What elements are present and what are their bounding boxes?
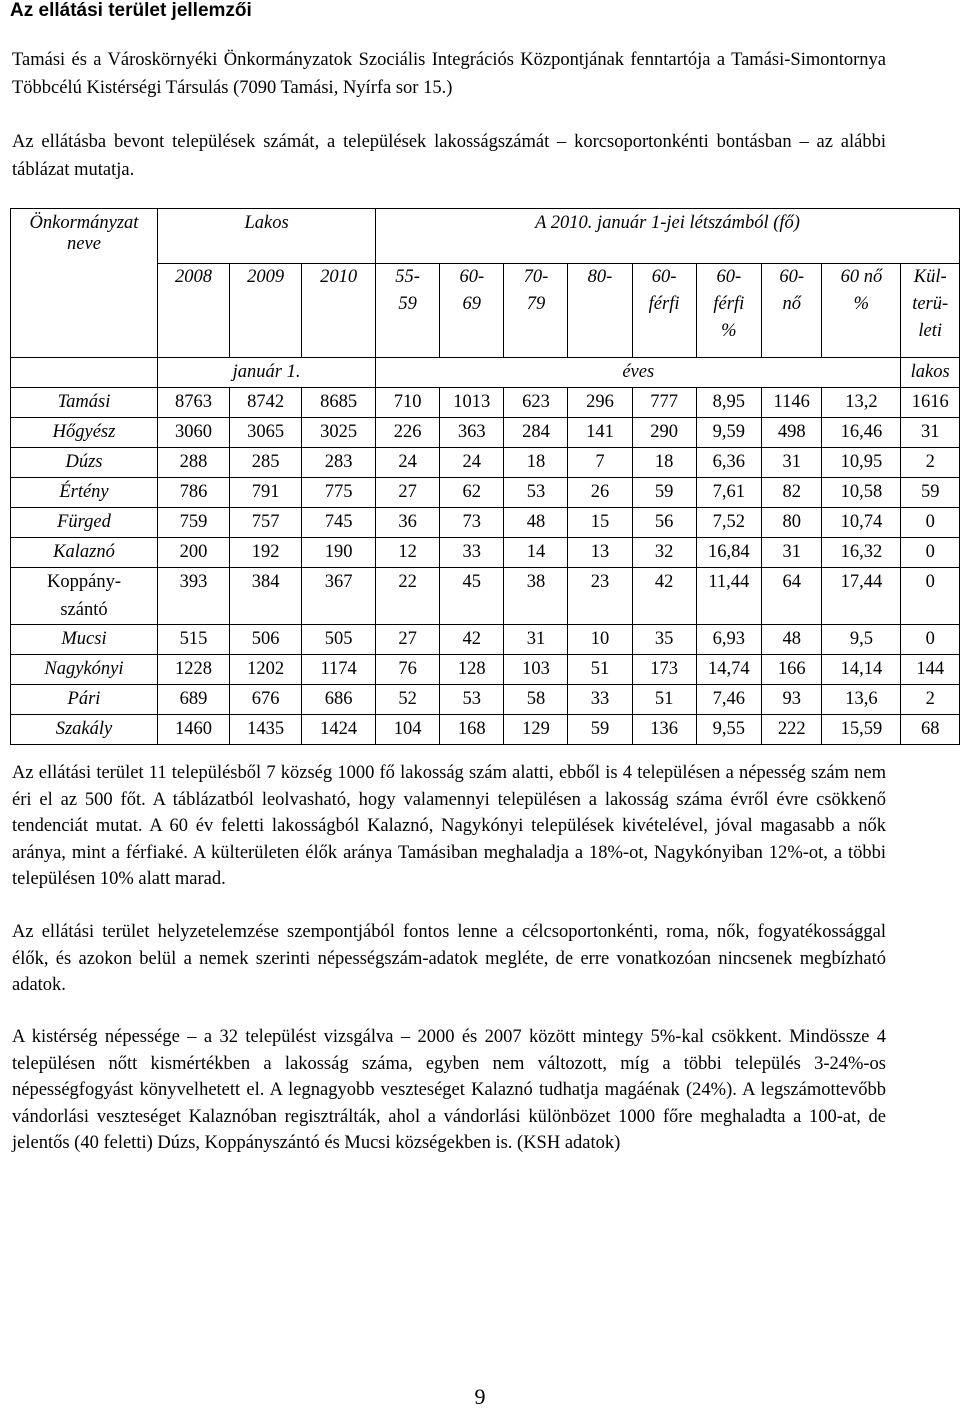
table-cell: 129	[504, 715, 568, 745]
table-cell: 24	[440, 448, 504, 478]
table-cell: 168	[440, 715, 504, 745]
table-cell: 166	[762, 655, 822, 685]
table-row	[11, 568, 960, 625]
table-cell: 8685	[302, 388, 376, 418]
table-cell: 103	[504, 655, 568, 685]
table-cell: 16,32	[822, 538, 901, 568]
table-cell: 192	[230, 538, 302, 568]
table-cell: 56	[632, 508, 696, 538]
table-cell: 3025	[302, 418, 376, 448]
table-cell: 14,74	[696, 655, 761, 685]
table-row	[11, 388, 960, 418]
table-cell: 31	[504, 625, 568, 655]
table-cell: 10,58	[822, 478, 901, 508]
population-table	[10, 208, 960, 745]
table-cell: 775	[302, 478, 376, 508]
table-cell: 384	[230, 568, 302, 625]
header-age-80: 80-	[568, 264, 632, 358]
header-60-male-pct: 60- férfi %	[696, 264, 761, 358]
table-cell: 515	[157, 625, 229, 655]
municipality-name: Értény	[11, 478, 158, 508]
table-cell: 27	[376, 625, 440, 655]
table-cell: 18	[504, 448, 568, 478]
table-cell: 144	[901, 655, 960, 685]
table-cell: 283	[302, 448, 376, 478]
header-age-60-69: 60- 69	[440, 264, 504, 358]
table-cell: 190	[302, 538, 376, 568]
table-cell: 13,6	[822, 685, 901, 715]
table-cell: 367	[302, 568, 376, 625]
table-row	[11, 715, 960, 745]
table-cell: 7,52	[696, 508, 761, 538]
table-cell: 9,55	[696, 715, 761, 745]
table-cell: 623	[504, 388, 568, 418]
table-cell: 363	[440, 418, 504, 448]
municipality-name: Nagykónyi	[11, 655, 158, 685]
table-cell: 777	[632, 388, 696, 418]
table-cell: 759	[157, 508, 229, 538]
table-cell: 22	[376, 568, 440, 625]
table-row	[11, 538, 960, 568]
table-cell: 58	[504, 685, 568, 715]
table-cell: 284	[504, 418, 568, 448]
unit-empty	[11, 358, 158, 388]
table-cell: 42	[440, 625, 504, 655]
table-cell: 59	[901, 478, 960, 508]
table-cell: 498	[762, 418, 822, 448]
table-cell: 23	[568, 568, 632, 625]
table-cell: 1146	[762, 388, 822, 418]
unit-januar: január 1.	[157, 358, 375, 388]
table-cell: 6,93	[696, 625, 761, 655]
table-cell: 505	[302, 625, 376, 655]
table-cell: 48	[504, 508, 568, 538]
table-cell: 15,59	[822, 715, 901, 745]
table-cell: 1435	[230, 715, 302, 745]
table-cell: 288	[157, 448, 229, 478]
table-row	[11, 655, 960, 685]
table-cell: 48	[762, 625, 822, 655]
header-lakos: Lakos	[157, 209, 375, 264]
table-cell: 80	[762, 508, 822, 538]
table-cell: 6,36	[696, 448, 761, 478]
table-cell: 222	[762, 715, 822, 745]
table-cell: 710	[376, 388, 440, 418]
table-cell: 200	[157, 538, 229, 568]
municipality-name: Dúzs	[11, 448, 158, 478]
municipality-name: Koppány- szántó	[11, 568, 158, 625]
table-cell: 686	[302, 685, 376, 715]
table-cell: 1616	[901, 388, 960, 418]
table-cell: 786	[157, 478, 229, 508]
table-row	[11, 685, 960, 715]
table-cell: 10	[568, 625, 632, 655]
table-cell: 12	[376, 538, 440, 568]
table-cell: 36	[376, 508, 440, 538]
header-age-70-79: 70- 79	[504, 264, 568, 358]
intro-paragraph-1: Tamási és a Városkörnyéki Önkormányzatok Szociális Integrációs Központjának fenntartója a Tamási-Simontornya Többcélú Kistérségi Társulás (7090 Tamási, Nyírfa sor 15.)	[12, 50, 886, 98]
table-cell: 18	[632, 448, 696, 478]
body-paragraph-3: A kistérség népessége – a 32 települést vizsgálva – 2000 és 2007 között mintegy 5%-kal csökkent. Mindössze 4 településen nőtt kismértékben a lakosság száma, egyben nem változott, míg a többi település 3-24%-os népességfogyást könyvelhetett el. A legnagyobb veszteséget Kalaznó tudhatja magáénak (24%). A legszámottevőbb vándorlási veszteséget Kalaznóban regisztrálták, ahol a vándorlási különbözet 1000 főre meghaladta a 100-at, de jelentős (40 feletti) Dúzs, Koppányszántó és Mucsi községekben is. (KSH adatok)	[12, 1027, 886, 1153]
table-cell: 13,2	[822, 388, 901, 418]
table-row	[11, 625, 960, 655]
table-cell: 1202	[230, 655, 302, 685]
table-cell: 290	[632, 418, 696, 448]
section-heading: Az ellátási terület jellemzői	[10, 0, 252, 21]
table-cell: 791	[230, 478, 302, 508]
body-paragraph-2: Az ellátási terület helyzetelemzése szempontjából fontos lenne a célcsoportonkénti, roma, nők, fogyatékossággal élők, és azokon belül a nemek szerinti népességszám-adatok megléte, de erre vonatkozóan nincsenek megbízható adatok.	[12, 922, 886, 995]
table-cell: 15	[568, 508, 632, 538]
table-cell: 10,95	[822, 448, 901, 478]
table-cell: 59	[568, 715, 632, 745]
table-cell: 9,59	[696, 418, 761, 448]
table-cell: 0	[901, 568, 960, 625]
table-row	[11, 448, 960, 478]
header-year-2008: 2008	[157, 264, 229, 358]
table-cell: 1013	[440, 388, 504, 418]
table-cell: 0	[901, 625, 960, 655]
table-cell: 11,44	[696, 568, 761, 625]
municipality-name: Fürged	[11, 508, 158, 538]
table-cell: 1174	[302, 655, 376, 685]
table-cell: 104	[376, 715, 440, 745]
table-cell: 0	[901, 538, 960, 568]
table-cell: 757	[230, 508, 302, 538]
table-cell: 0	[901, 508, 960, 538]
table-cell: 676	[230, 685, 302, 715]
table-cell: 31	[762, 538, 822, 568]
table-cell: 38	[504, 568, 568, 625]
table-cell: 45	[440, 568, 504, 625]
municipality-name: Tamási	[11, 388, 158, 418]
table-cell: 59	[632, 478, 696, 508]
table-cell: 136	[632, 715, 696, 745]
municipality-name: Kalaznó	[11, 538, 158, 568]
table-row	[11, 508, 960, 538]
municipality-name: Pári	[11, 685, 158, 715]
table-cell: 7,46	[696, 685, 761, 715]
unit-lakos: lakos	[901, 358, 960, 388]
header-60-female-pct: 60 nő %	[822, 264, 901, 358]
table-cell: 51	[632, 685, 696, 715]
table-row	[11, 418, 960, 448]
table-cell: 1424	[302, 715, 376, 745]
header-municipality: Önkormányzat neve	[11, 209, 158, 358]
table-cell: 27	[376, 478, 440, 508]
table-cell: 7,61	[696, 478, 761, 508]
table-cell: 68	[901, 715, 960, 745]
intro-paragraph-2: Az ellátásba bevont települések számát, a települések lakosságszámát – korcsoportonkénti bontásban – az alábbi táblázat mutatja.	[12, 132, 886, 180]
table-cell: 24	[376, 448, 440, 478]
table-cell: 82	[762, 478, 822, 508]
table-cell: 141	[568, 418, 632, 448]
header-2010-breakdown: A 2010. január 1-jei létszámból (fő)	[376, 209, 960, 264]
header-age-55-59: 55- 59	[376, 264, 440, 358]
table-cell: 31	[762, 448, 822, 478]
table-cell: 33	[440, 538, 504, 568]
table-cell: 52	[376, 685, 440, 715]
municipality-name: Hőgyész	[11, 418, 158, 448]
table-cell: 17,44	[822, 568, 901, 625]
table-cell: 14	[504, 538, 568, 568]
table-cell: 226	[376, 418, 440, 448]
table-cell: 42	[632, 568, 696, 625]
table-cell: 3060	[157, 418, 229, 448]
table-cell: 128	[440, 655, 504, 685]
table-cell: 13	[568, 538, 632, 568]
table-cell: 62	[440, 478, 504, 508]
header-60-male: 60- férfi	[632, 264, 696, 358]
table-cell: 689	[157, 685, 229, 715]
table-cell: 393	[157, 568, 229, 625]
table-cell: 16,84	[696, 538, 761, 568]
table-cell: 64	[762, 568, 822, 625]
body-paragraph-1: Az ellátási terület 11 településből 7 község 1000 fő lakosság szám alatti, ebből is 4 településen a népesség szám nem éri el az 500 főt. A táblázatból leolvasható, hogy valamennyi településen a lakosság száma évről évre csökkenő tendenciát mutat. A 60 év feletti lakosságból Kalaznó, Nagykónyi települések kivételével, jóval magasabb a nők aránya, mint a férfiaké. A külterületen élők aránya Tamásiban meghaladja a 18%-ot, Nagykónyiban 12%-ot, a többi településen 10% alatt marad.	[12, 763, 886, 889]
municipality-name: Szakály	[11, 715, 158, 745]
table-cell: 285	[230, 448, 302, 478]
page-number: 9	[474, 1384, 486, 1409]
table-cell: 76	[376, 655, 440, 685]
header-outskirts: Kül- terü- leti	[901, 264, 960, 358]
table-cell: 2	[901, 685, 960, 715]
table-row	[11, 478, 960, 508]
table-cell: 32	[632, 538, 696, 568]
table-cell: 745	[302, 508, 376, 538]
table-cell: 26	[568, 478, 632, 508]
table-cell: 53	[440, 685, 504, 715]
municipality-name: Mucsi	[11, 625, 158, 655]
table-cell: 296	[568, 388, 632, 418]
table-cell: 173	[632, 655, 696, 685]
unit-eves: éves	[376, 358, 901, 388]
header-year-2010: 2010	[302, 264, 376, 358]
table-cell: 33	[568, 685, 632, 715]
table-cell: 51	[568, 655, 632, 685]
table-cell: 93	[762, 685, 822, 715]
table-cell: 3065	[230, 418, 302, 448]
table-cell: 8,95	[696, 388, 761, 418]
table-cell: 14,14	[822, 655, 901, 685]
table-cell: 1460	[157, 715, 229, 745]
table-cell: 8742	[230, 388, 302, 418]
table-cell: 506	[230, 625, 302, 655]
table-cell: 8763	[157, 388, 229, 418]
header-60-female: 60- nő	[762, 264, 822, 358]
table-cell: 1228	[157, 655, 229, 685]
table-cell: 7	[568, 448, 632, 478]
table-cell: 9,5	[822, 625, 901, 655]
table-cell: 2	[901, 448, 960, 478]
table-cell: 73	[440, 508, 504, 538]
table-cell: 53	[504, 478, 568, 508]
table-cell: 10,74	[822, 508, 901, 538]
table-cell: 31	[901, 418, 960, 448]
header-year-2009: 2009	[230, 264, 302, 358]
table-cell: 16,46	[822, 418, 901, 448]
table-cell: 35	[632, 625, 696, 655]
